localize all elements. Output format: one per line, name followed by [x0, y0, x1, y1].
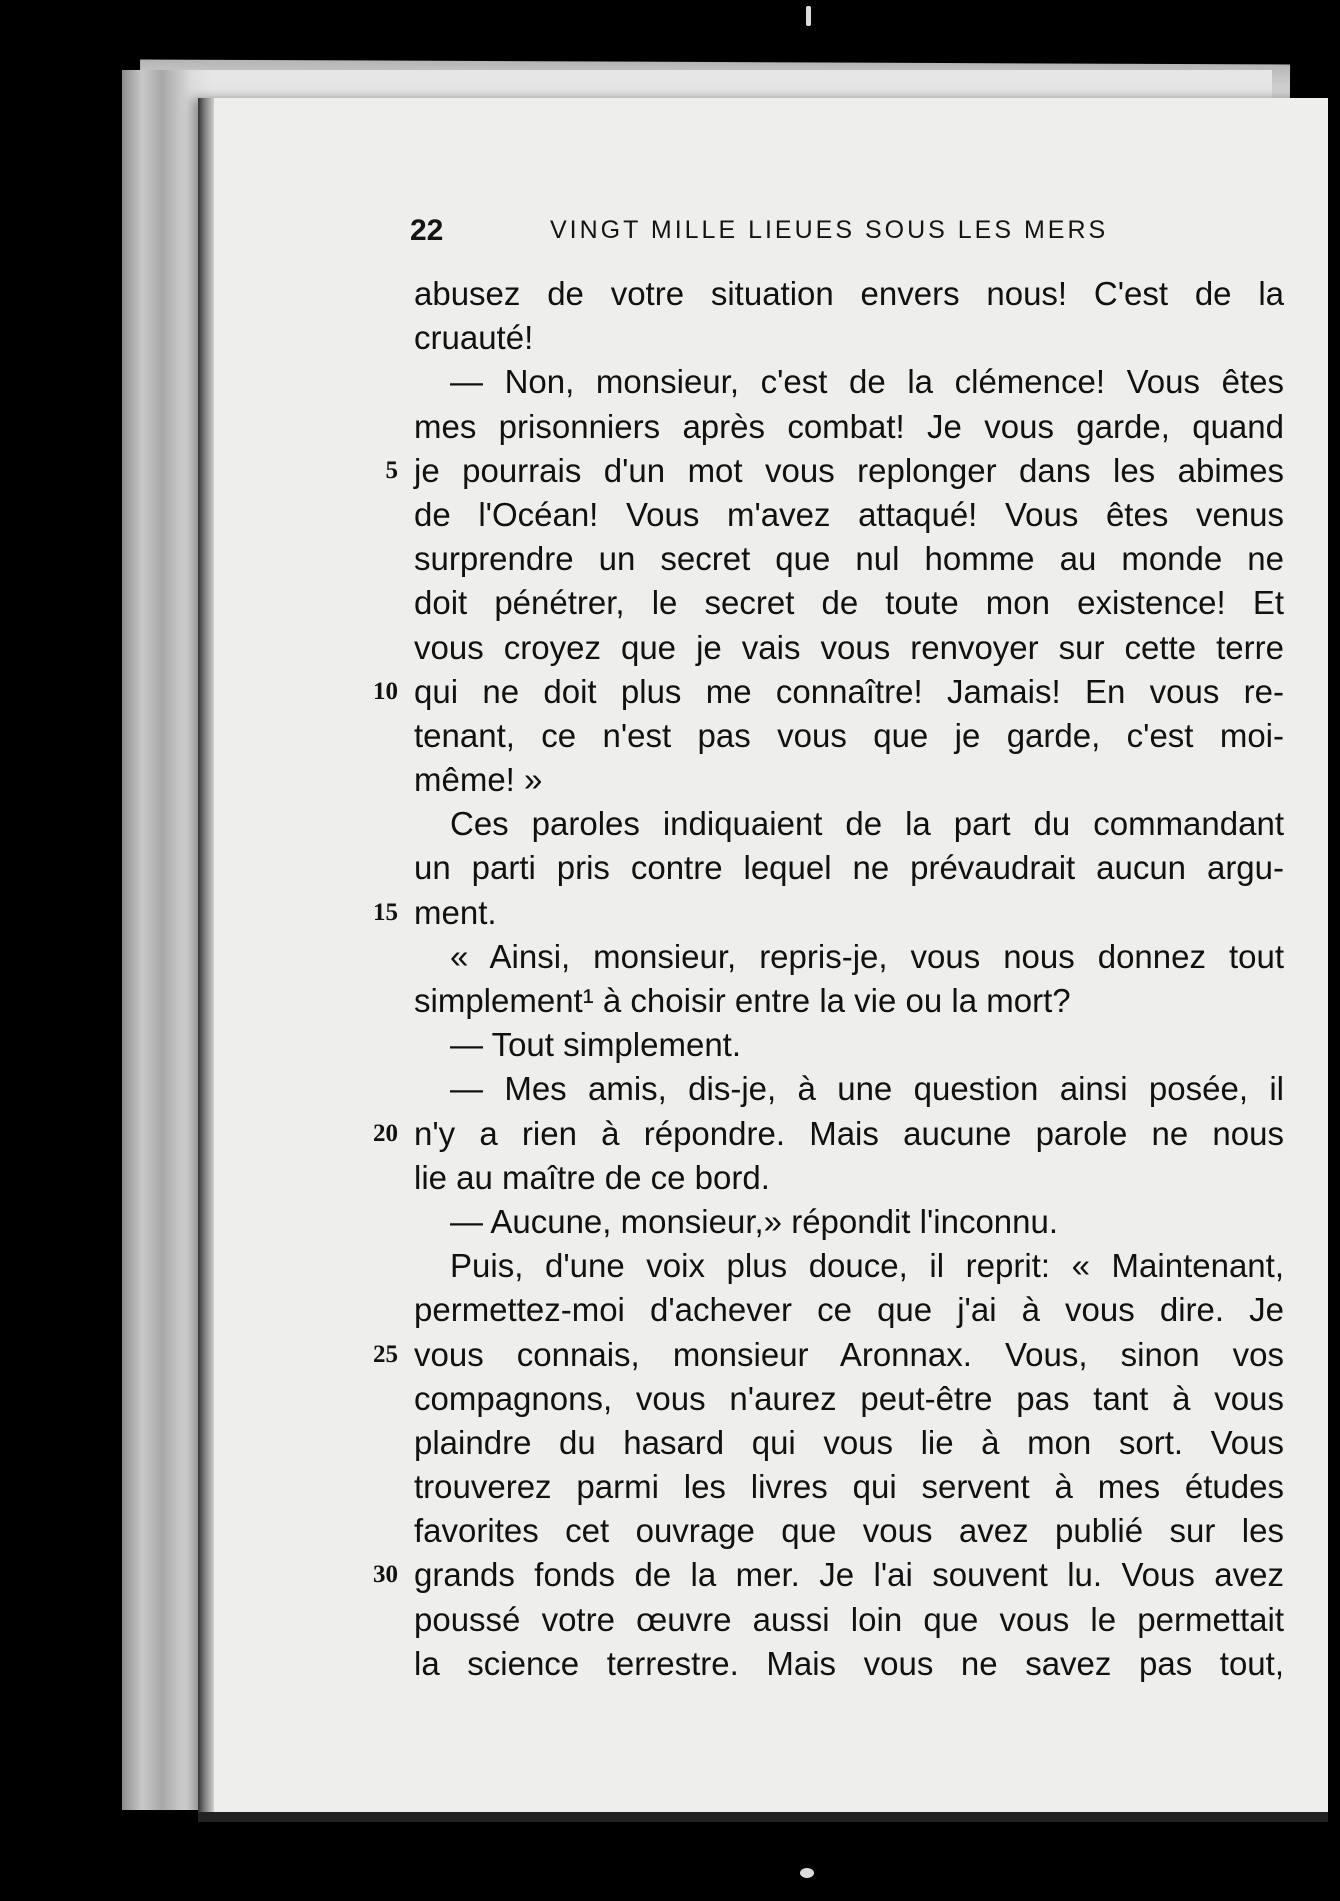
text-line-content: de l'Océan! Vous m'avez attaqué! Vous êtes venus: [414, 495, 1284, 533]
text-line: [414, 493, 1284, 537]
text-line: [414, 626, 1284, 670]
scan-speck: [800, 1868, 814, 1878]
scan-speck: [806, 6, 811, 26]
line-number: 10: [373, 677, 398, 705]
text-line-content: qui ne doit plus me connaître! Jamais! En vous re-: [414, 672, 1284, 710]
text-line: [414, 1509, 1284, 1553]
text-line: [414, 846, 1284, 890]
text-line-content: cruauté!: [414, 319, 534, 357]
page-bottom-edge: [198, 1812, 1328, 1822]
page-gutter-shadow: [198, 98, 214, 1820]
body-text: [373, 272, 1284, 1686]
text-line: [414, 714, 1284, 758]
text-line-content: simplement¹ à choisir entre la vie ou la mort?: [414, 982, 1071, 1019]
page-number: 22: [410, 214, 444, 247]
text-line: [414, 1377, 1284, 1421]
text-line: [414, 1200, 1284, 1244]
text-line: [414, 272, 1284, 316]
text-line-content: favorites cet ouvrage que vous avez publié sur les: [414, 1512, 1284, 1550]
line-number: 15: [373, 898, 398, 926]
text-line: [414, 1642, 1284, 1686]
text-line: [414, 537, 1284, 581]
text-line: [414, 360, 1284, 404]
text-line-content: abusez de votre situation envers nous! C'est de la: [414, 275, 1284, 312]
text-line-content: ment.: [414, 893, 497, 931]
text-line-content: permettez-moi d'achever ce que j'ai à vous dire. Je: [414, 1291, 1284, 1329]
text-line-content: grands fonds de la mer. Je l'ai souvent lu. Vous avez: [414, 1556, 1284, 1594]
text-line: [414, 802, 1284, 846]
text-line-content: doit pénétrer, le secret de toute mon existence! Et: [414, 584, 1284, 622]
line-number: 5: [385, 456, 398, 484]
text-line: [414, 316, 1284, 360]
text-line-content: Ces paroles indiquaient de la part du commandant: [450, 805, 1284, 843]
text-line-content: poussé votre œuvre aussi loin que vous le permettait: [414, 1600, 1284, 1638]
text-line-content: lie au maître de ce bord.: [414, 1158, 770, 1196]
text-line: [414, 1156, 1284, 1200]
text-line-content: mes prisonniers après combat! Je vous garde, quand: [414, 407, 1284, 445]
text-line-content: tenant, ce n'est pas vous que je garde, c'est moi-: [414, 716, 1284, 754]
text-line-content: — Aucune, monsieur,» répondit l'inconnu.: [450, 1202, 1059, 1240]
text-line-content: — Mes amis, dis-je, à une question ainsi posée, il: [450, 1070, 1284, 1108]
running-header: [410, 214, 1290, 248]
text-line: [414, 935, 1284, 979]
text-line: [414, 758, 1284, 802]
text-line-content: Puis, d'une voix plus douce, il reprit: « Maintenant,: [450, 1247, 1284, 1285]
text-line-content: un parti pris contre lequel ne prévaudrait aucun argu-: [414, 849, 1284, 887]
line-number: 25: [373, 1340, 398, 1368]
text-line-content: la science terrestre. Mais vous ne savez pas tout,: [414, 1644, 1284, 1682]
text-line: [414, 1598, 1284, 1642]
text-line-content: compagnons, vous n'aurez peut-être pas tant à vous: [414, 1379, 1284, 1417]
text-line-content: — Tout simplement.: [450, 1026, 742, 1064]
text-line: [373, 1553, 1284, 1597]
text-line: [414, 1421, 1284, 1465]
line-number: 20: [373, 1119, 398, 1147]
text-line-content: plaindre du hasard qui vous lie à mon sort. Vous: [414, 1423, 1284, 1461]
running-title: VINGT MILLE LIEUES SOUS LES MERS: [550, 216, 1109, 244]
text-line: [414, 1244, 1284, 1288]
text-line-content: surprendre un secret que nul homme au monde ne: [414, 540, 1284, 578]
text-line: [414, 405, 1284, 449]
text-line: [373, 670, 1284, 714]
text-line: [414, 979, 1284, 1023]
text-line-content: même! »: [414, 761, 543, 799]
text-line: [373, 891, 1284, 935]
text-line: [414, 581, 1284, 625]
text-line-content: — Non, monsieur, c'est de la clémence! Vous êtes: [450, 363, 1284, 401]
text-line: [373, 1112, 1284, 1156]
text-line: [385, 449, 1284, 493]
text-line: [414, 1288, 1284, 1332]
text-line-content: vous croyez que je vais vous renvoyer sur cette terre: [414, 628, 1284, 666]
text-line-content: je pourrais d'un mot vous replonger dans les abimes: [414, 451, 1284, 489]
text-line-content: « Ainsi, monsieur, repris-je, vous nous donnez tout: [450, 937, 1284, 975]
line-number: 30: [373, 1561, 398, 1589]
text-line: [414, 1023, 1284, 1067]
text-line-content: n'y a rien à répondre. Mais aucune parole ne nous: [414, 1114, 1284, 1152]
text-line: [414, 1067, 1284, 1111]
text-line: [414, 1465, 1284, 1509]
text-line-content: vous connais, monsieur Aronnax. Vous, sinon vos: [414, 1335, 1284, 1373]
text-line-content: trouverez parmi les livres qui servent à mes études: [414, 1468, 1284, 1506]
text-line: [373, 1333, 1284, 1377]
